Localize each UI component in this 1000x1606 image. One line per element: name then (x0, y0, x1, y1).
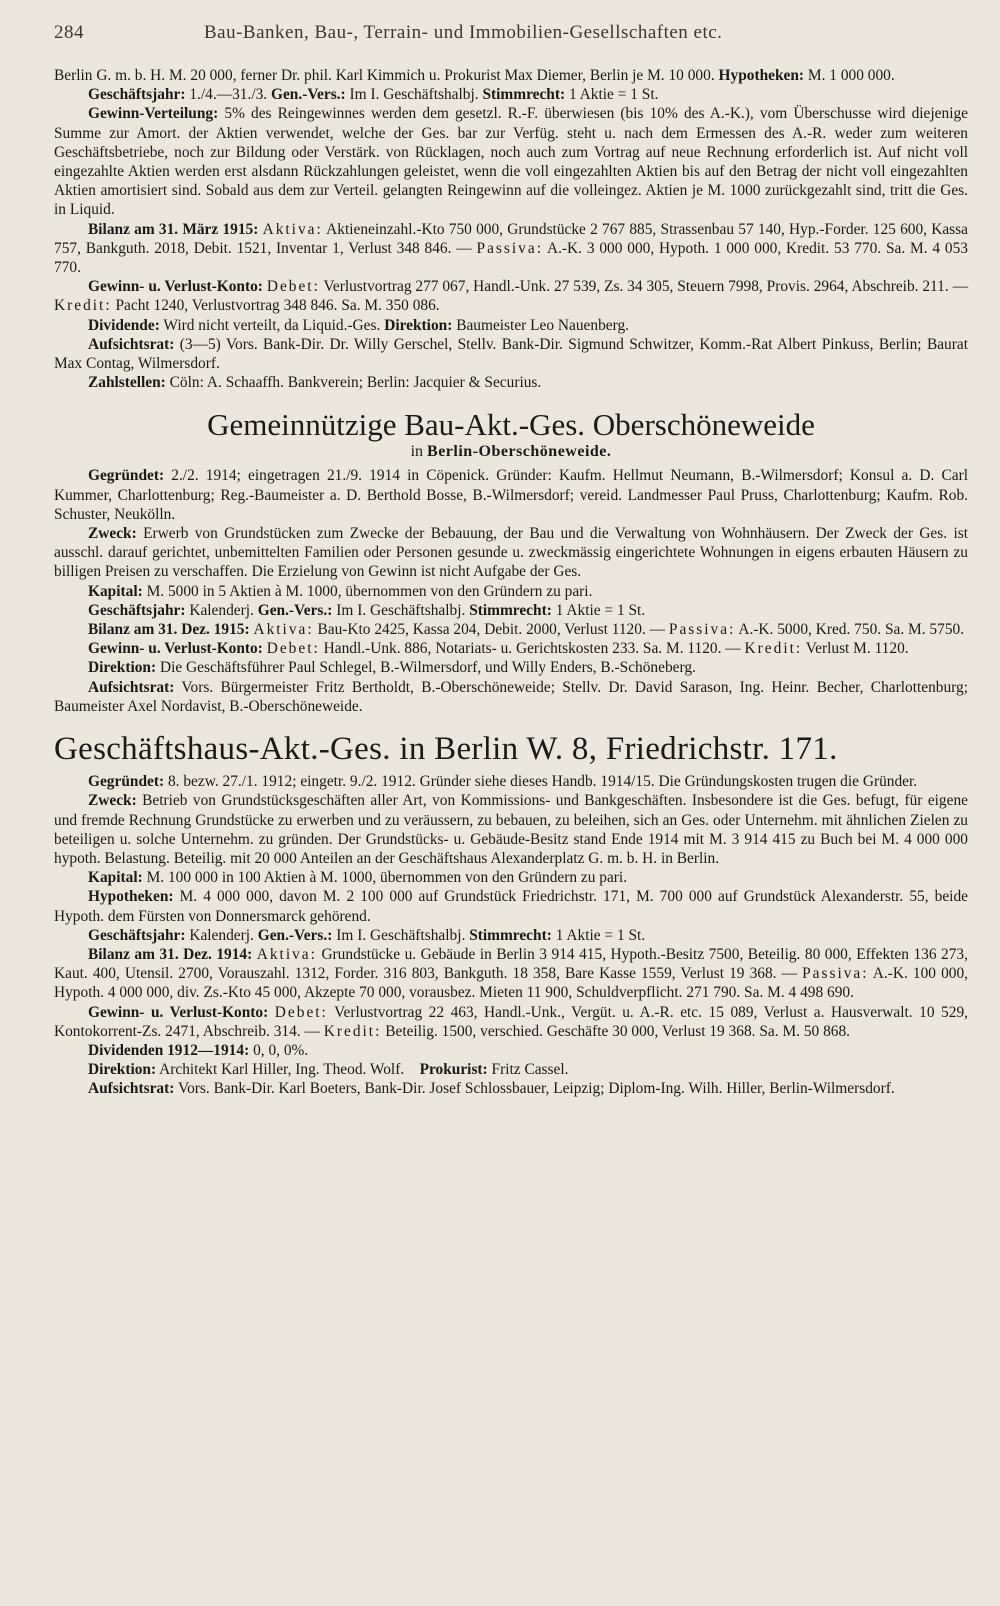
balance-sheet: Bilanz am 31. Dez. 1914: Aktiva: Grundstücke u. Gebäude in Berlin 3 914 415, Hypoth.-Besitz 7500, Beteilig. 80 000, Effekten 136 273, Kaut. 400, Utensil. 2700, Vorauszahl. 1312, Forder. 316 803, Bankguth. 18 358, Bare Kasse 1559, Verlust 19 368. — Passiva: A.-K. 100 000, Hypoth. 4 000 000, div. Zs.-Kto 45 000, Akzepte 70 000, vorausbez. Mieten 11 900, Schuldverpflicht. 271 790. Sa. M. 4 498 690. (54, 945, 969, 1002)
purpose: Zweck: Erwerb von Grundstücken zum Zwecke der Bebauung, der Bau und die Verwaltung von Wohnhäusern. Der Zweck der Ges. ist ausschl. darauf gerichtet, unbemittelten Familien oder Personen gesunde u. zweckmässig eingerichtete Wohnungen in eigens erbauten Häusern zu billigen Preisen zu verschaffen. Die Erzielung von Gewinn ist nicht Aufgabe der Ges. (54, 525, 968, 581)
founded: Gegründet: 8. bezw. 27./1. 1912; eingetr. 9./2. 1912. Gründer siehe dieses Handb. 1914/15. Die Gründungskosten trugen die Gründer. (88, 773, 918, 791)
page-number: 284 (54, 22, 84, 43)
profit-loss-account: Gewinn- u. Verlust-Konto: Debet: Handl.-Unk. 886, Notariats- u. Gerichtskosten 233. Sa. M. 1120. — Kredit: Verlust M. 1120. (88, 640, 909, 658)
purpose: Zweck: Betrieb von Grundstücksgeschäften aller Art, von Kommissions- und Bankgeschäften. Insbesondere ist die Ges. befugt, für eigene und fremde Rechnung Grundstücke zu erwerben und zu veräussern, zu bebauen, zu beleihen, sich an Ges. oder Unternehm. mit ähnlichen Zielen zu beteiligen u. solche Unternehm. zu gründen. Der Grundstücks- u. Gebäude-Besitz stand Ende 1914 mit M. 3 914 415 zu Buch bei M. 4 000 000 hypoth. Belastung. Beteilig. mit 20 000 Anteilen an der Geschäftshaus Alexanderplatz G. m. b. H. in Berlin. (54, 792, 968, 867)
company-title-2: Gemeinnützige Bau-Akt.-Ges. Oberschöneweide (207, 407, 815, 443)
entry-continuation (54, 66, 968, 392)
dividend-direction: Dividende: Wird nicht verteilt, da Liquid.-Ges. Direktion: Baumeister Leo Nauenberg. (88, 316, 629, 334)
direction: Direktion: Architekt Karl Hiller, Ing. Theod. Wolf. Prokurist: Fritz Cassel. (88, 1061, 569, 1079)
company-subtitle-2: in Berlin-Oberschöneweide. (410, 443, 612, 461)
meeting-info: Geschäftsjahr: 1./4.—31./3. Gen.-Vers.: Im I. Geschäftshalbj. Stimmrecht: 1 Aktie = 1 St. (88, 86, 659, 104)
meeting-info: Geschäftsjahr: Kalenderj. Gen.-Vers.: Im I. Geschäftshalbj. Stimmrecht: 1 Aktie = 1 St. (88, 926, 646, 944)
profit-distribution: Gewinn-Verteilung: 5% des Reingewinnes werden dem gesetzl. R.-F. überwiesen (bis 10% des A.-K.), vom Überschusse wird diejenige Summe zur Amort. der Aktien verwendet, welche der Ges. bar zur Verfüg. steht u. nach dem Ermessen des A.-R. weder zum weiteren Geschäftsbetriebe, noch zur Bildung oder Verstärk. von Rücklagen, noch auch zum Vortrag auf neue Rechnung erforderlich ist. Auf nicht voll eingezahlte Aktien werden erst alsdann Rückzahlungen geleistet, wenn die voll eingezahlten Aktien bis auf den Betrag der nicht voll eingezahlten Aktien amortisiert sind. Sobald aus dem zur Verteil. gelangten Reingewinn auf die volleingez. Aktien je M. 1000 zurückgezahlt sind, tritt die Ges. in Liquid. (54, 105, 968, 219)
running-header (54, 22, 968, 44)
founded: Gegründet: 2./2. 1914; eingetragen 21./9. 1914 in Cöpenick. Gründer: Kaufm. Hellmut Neumann, B.-Wilmersdorf; Konsul a. D. Carl Kummer, Charlottenburg; Reg.-Baumeister a. D. Berthold Bosse, B.-Wilmersdorf; vereid. Landmesser Paul Pruss, Charlottenburg; Kaufm. Rob. Schuster, Neukölln. (54, 467, 968, 523)
balance-sheet: Bilanz am 31. März 1915: Aktiva: Aktieneinzahl.-Kto 750 000, Grundstücke 2 767 885, Strassenbau 57 140, Hyp.-Forder. 125 600, Kassa 757, Bankguth. 2018, Debit. 1521, Inventar 1, Verlust 348 846. — Passiva: A.-K. 3 000 000, Hypoth. 1 000 000, Kredit. 53 770. Sa. M. 4 053 770. (54, 220, 968, 277)
paying-agents: Zahlstellen: Cöln: A. Schaaffh. Bankverein; Berlin: Jacquier & Securius. (88, 374, 542, 392)
supervisory-board: Aufsichtsrat: (3—5) Vors. Bank-Dir. Dr. Willy Gerschel, Stellv. Bank-Dir. Sigmund Schwitzer, Komm.-Rat Albert Pinkuss, Berlin; Baurat Max Contag, Wilmersdorf. (54, 335, 968, 373)
supervisory-board: Aufsichtsrat: Vors. Bank-Dir. Karl Boeters, Bank-Dir. Josef Schlossbauer, Leipzig; Diplom-Ing. Wilh. Hiller, Berlin-Wilmersdorf. (88, 1080, 895, 1098)
balance-sheet: Bilanz am 31. Dez. 1915: Aktiva: Bau-Kto 2425, Kassa 204, Debit. 2000, Verlust 1120. — Passiva: A.-K. 5000, Kred. 750. Sa. M. 5750. (88, 621, 965, 639)
mortgages: Hypotheken: M. 4 000 000, davon M. 2 100 000 auf Grundstück Friedrichstr. 171, M. 700 000 auf Grundstück Alexanderstr. 55, beide Hypoth. dem Fürsten von Donnersmarck gehörend. (54, 888, 968, 925)
meeting-info: Geschäftsjahr: Kalenderj. Gen.-Vers.: Im I. Geschäftshalbj. Stimmrecht: 1 Aktie = 1 St. (88, 601, 646, 619)
entry-3 (54, 772, 968, 1098)
capital: Kapital: M. 100 000 in 100 Aktien à M. 1000, übernommen von den Gründern zu pari. (88, 869, 628, 887)
profit-loss-account: Gewinn- u. Verlust-Konto: Debet: Verlustvortrag 22 463, Handl.-Unk., Vergüt. u. A.-R. etc. 15 089, Verlust a. Hausverwalt. 10 529, Kontokorrent-Zs. 2471, Abschreib. 314. — Kredit: Beteilig. 1500, verschied. Geschäfte 30 000, Verlust 19 368. Sa. M. 50 868. (54, 1003, 968, 1040)
supervisory-board: Aufsichtsrat: Vors. Bürgermeister Fritz Bertholdt, B.-Oberschöneweide; Stellv. Dr. David Sarason, Ing. Heinr. Becher, Charlottenburg; Baumeister Axel Nordavist, B.-Oberschöneweide. (54, 678, 968, 715)
direction: Direktion: Die Geschäftsführer Paul Schlegel, B.-Wilmersdorf, und Willy Enders, B.-Schöneberg. (88, 659, 696, 677)
entry-2 (54, 466, 968, 716)
capital: Kapital: M. 5000 in 5 Aktien à M. 1000, übernommen von den Gründern zu pari. (88, 582, 593, 600)
dividends: Dividenden 1912—1914: 0, 0, 0%. (88, 1041, 309, 1059)
profit-loss-account: Gewinn- u. Verlust-Konto: Debet: Verlustvortrag 277 067, Handl.-Unk. 27 539, Zs. 34 305, Steuern 7998, Provis. 2964, Abschreib. 211. — Kredit: Pacht 1240, Verlustvortrag 348 846. Sa. M. 350 086. (54, 278, 968, 315)
intro-paragraph: Berlin G. m. b. H. M. 20 000, ferner Dr. phil. Karl Kimmich u. Prokurist Max Diemer, Berlin je M. 10 000. Hypotheken: M. 1 000 000. (54, 67, 895, 84)
company-title-3: Geschäftshaus-Akt.-Ges. in Berlin W. 8, Friedrichstr. 171. (54, 731, 838, 768)
running-title: Bau-Banken, Bau-, Terrain- und Immobilien-Gesellschaften etc. (204, 22, 723, 43)
